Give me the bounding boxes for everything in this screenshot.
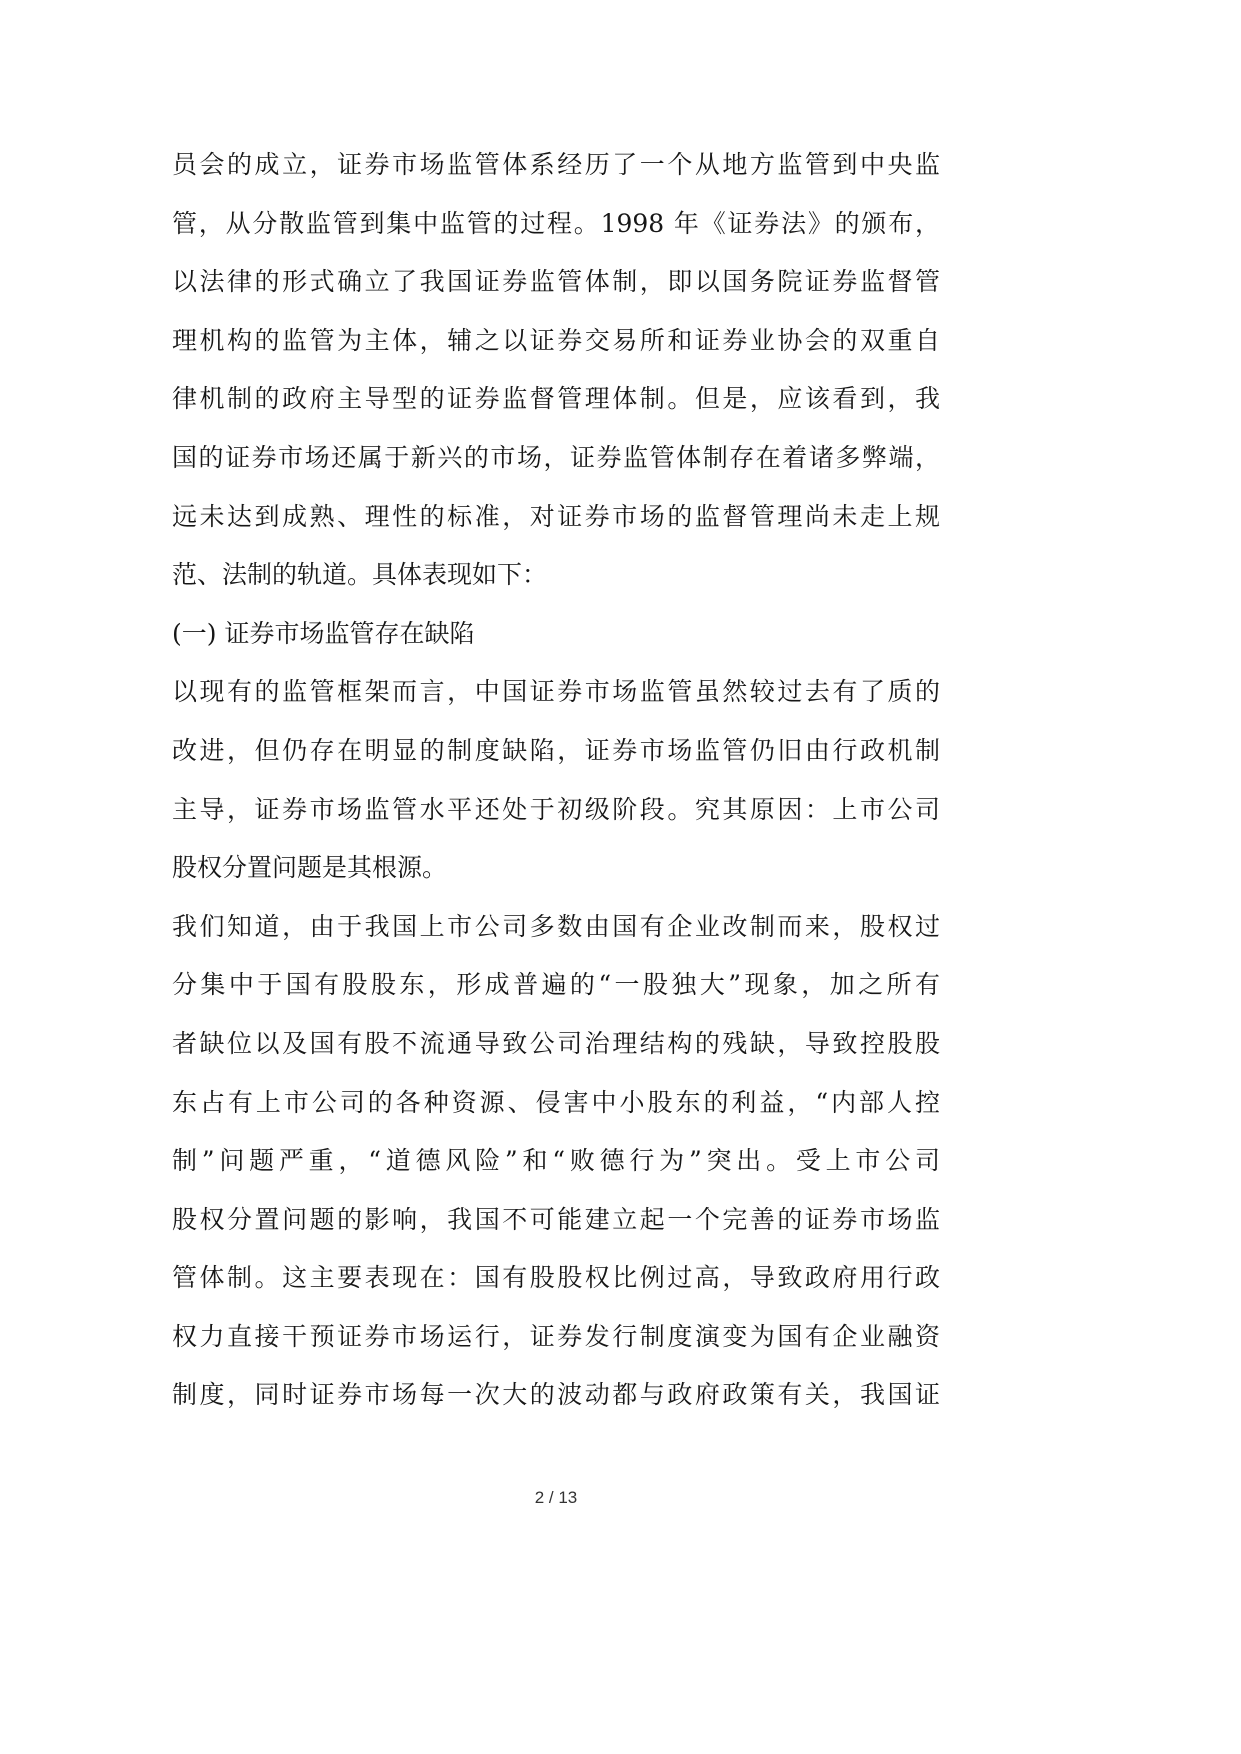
body-text (172, 136, 940, 1425)
text-line: 东占有上市公司的各种资源、侵害中小股东的利益，“内部人控 (172, 1087, 940, 1117)
text-line: 制度，同时证券市场每一次大的波动都与政府政策有关，我国证 (172, 1380, 940, 1410)
text-line: 远未达到成熟、理性的标准，对证券市场的监督管理尚未走上规 (172, 501, 940, 531)
text-line: 分集中于国有股股东，形成普遍的“一股独大”现象，加之所有 (172, 970, 940, 1000)
text-line: 权力直接干预证券市场运行，证券发行制度演变为国有企业融资 (172, 1321, 940, 1351)
text-line: 者缺位以及国有股不流通导致公司治理结构的残缺，导致控股股 (172, 1028, 940, 1058)
text-line: 国的证券市场还属于新兴的市场，证券监管体制存在着诸多弊端， (172, 442, 940, 472)
paragraph (172, 136, 940, 605)
text-line: 我们知道，由于我国上市公司多数由国有企业改制而来，股权过 (172, 911, 940, 941)
text-line: 员会的成立，证券市场监管体系经历了一个从地方监管到中央监 (172, 150, 940, 179)
paragraph (172, 663, 940, 897)
text-line: 股权分置问题是其根源。 (172, 853, 448, 883)
text-line: 管体制。这主要表现在：国有股股权比例过高，导致政府用行政 (172, 1263, 940, 1293)
text-line: 范、法制的轨道。具体表现如下： (172, 560, 548, 590)
text-line: 主导，证券市场监管水平还处于初级阶段。究其原因：上市公司 (172, 794, 940, 824)
text-line: 改进，但仍存在明显的制度缺陷，证券市场监管仍旧由行政机制 (172, 735, 940, 765)
text-line: 股权分置问题的影响，我国不可能建立起一个完善的证券市场监 (172, 1204, 940, 1234)
paragraph (172, 898, 940, 1425)
page-number: 2 / 13 (534, 1488, 578, 1507)
section-heading: (一) 证券市场监管存在缺陷 (172, 618, 475, 648)
text-line: 制”问题严重，“道德风险”和“败德行为”突出。受上市公司 (172, 1146, 940, 1176)
text-line: 律机制的政府主导型的证券监督管理体制。但是，应该看到，我 (172, 384, 940, 414)
text-line: 管，从分散监管到集中监管的过程。1998 年《证券法》的颁布， (172, 208, 940, 238)
text-line: 以法律的形式确立了我国证券监管体制，即以国务院证券监督管 (172, 267, 940, 297)
text-line: 以现有的监管框架而言，中国证券市场监管虽然较过去有了质的 (172, 677, 940, 707)
text-line: 理机构的监管为主体，辅之以证券交易所和证券业协会的双重自 (172, 325, 940, 355)
